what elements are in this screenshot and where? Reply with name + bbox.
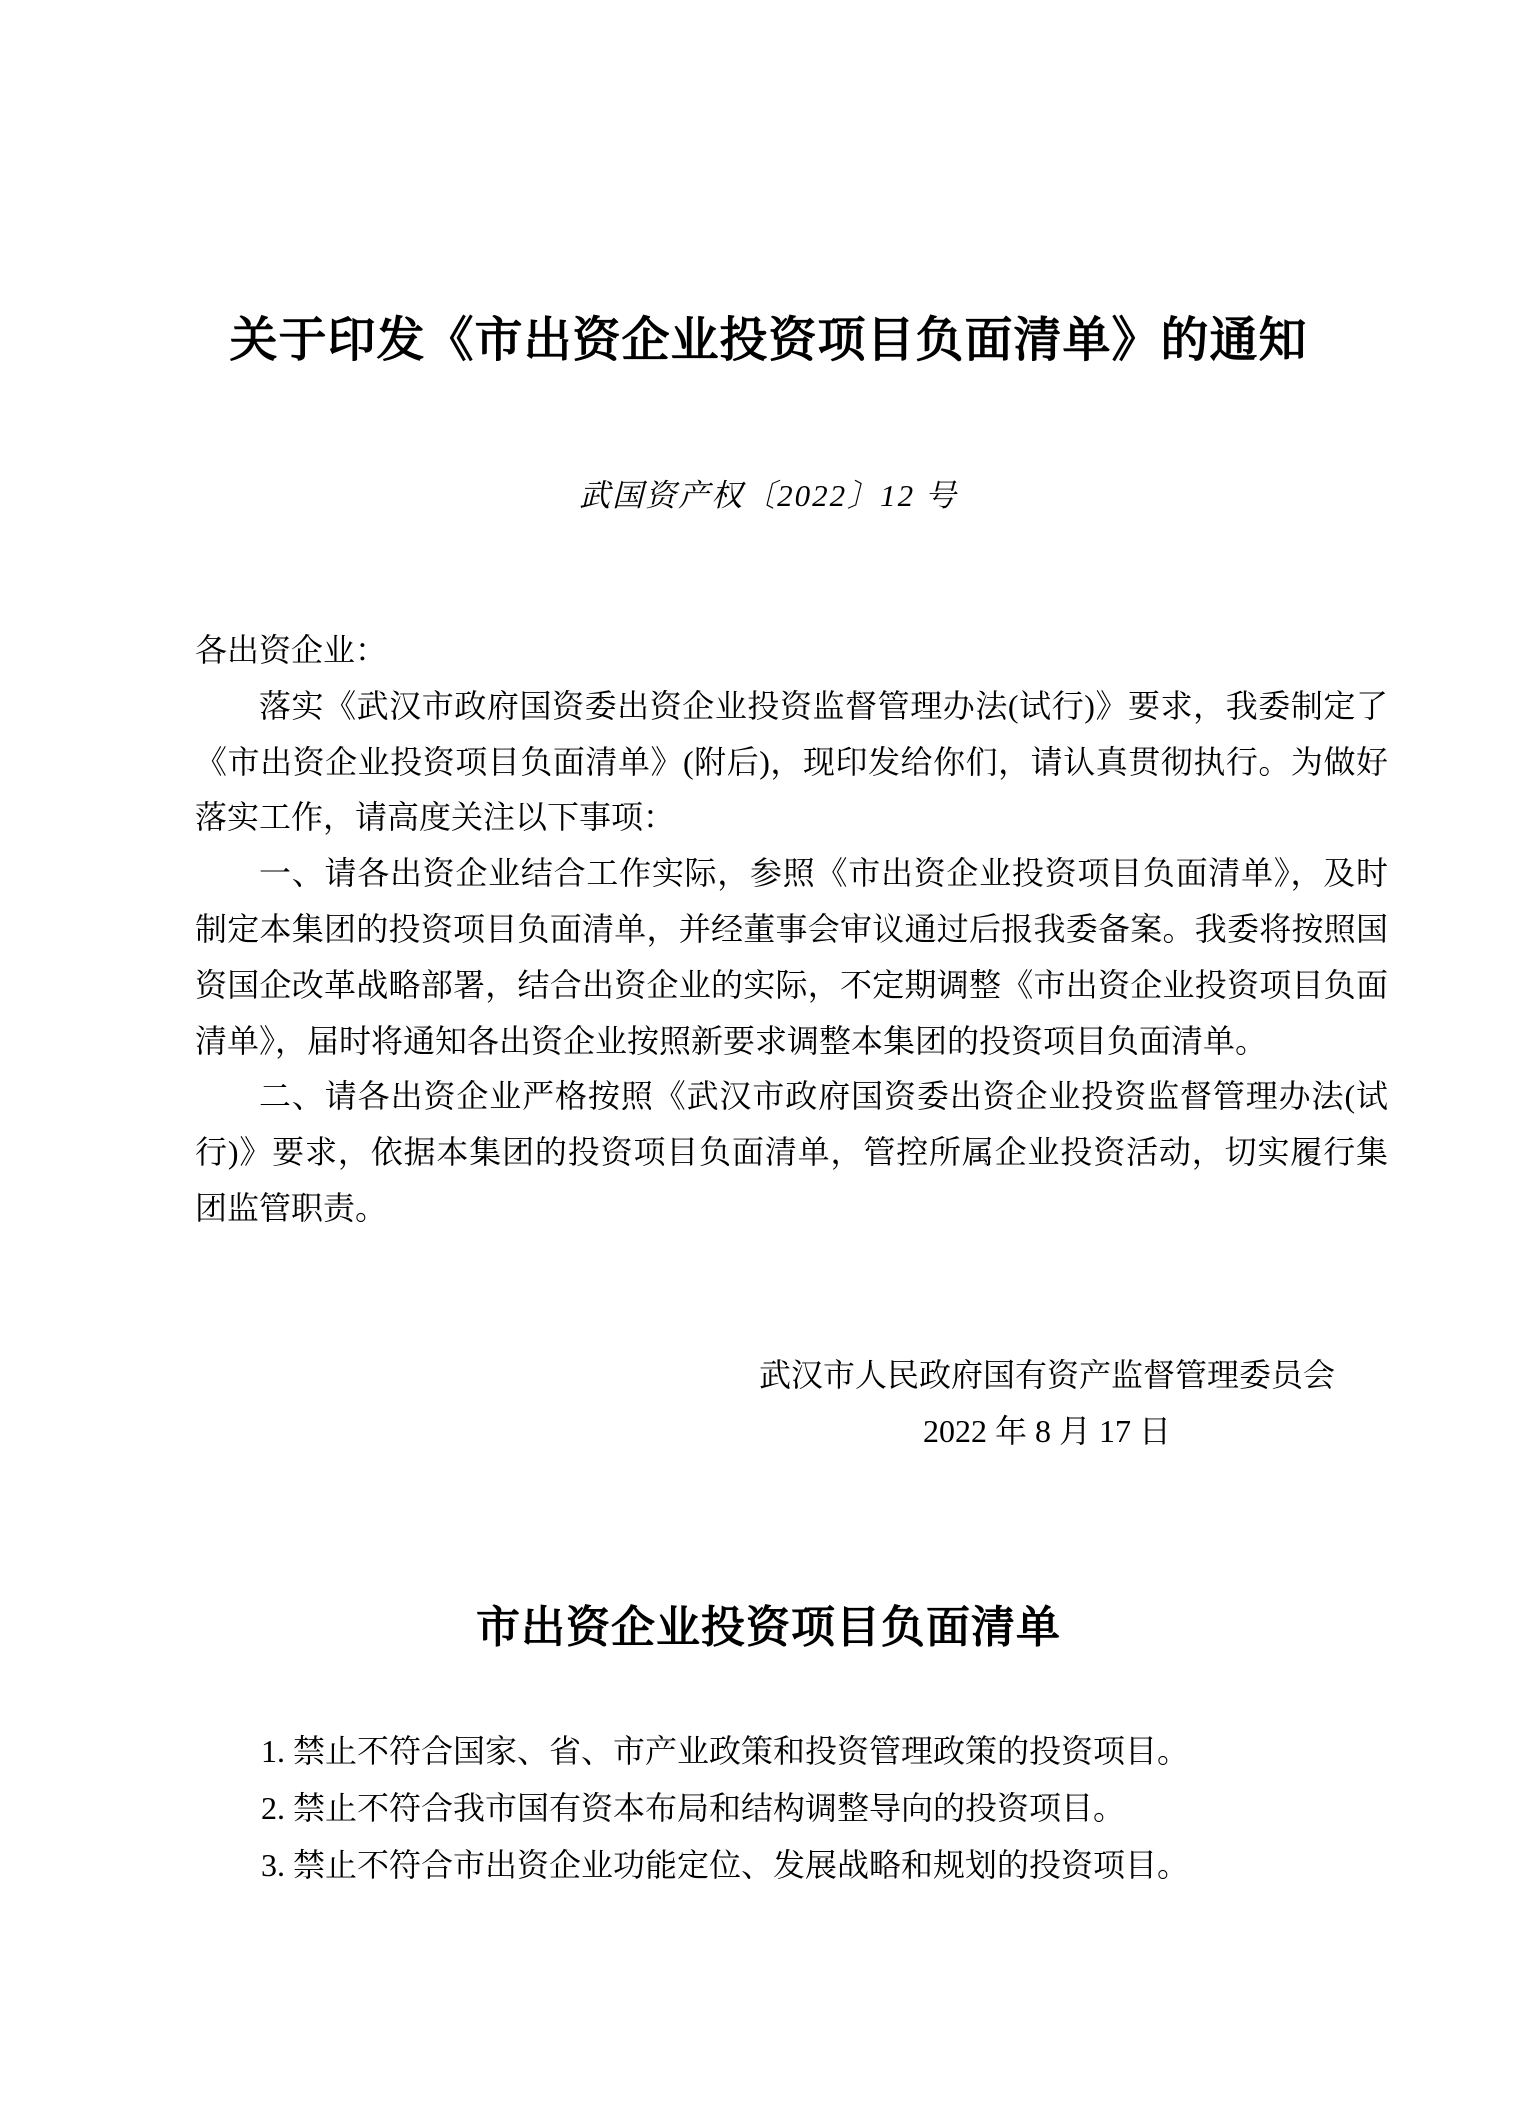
document-body: [195, 623, 1388, 1237]
list-item-1: 1. 禁止不符合国家、省、市产业政策和投资管理政策的投资项目。: [261, 1733, 1190, 1769]
paragraph-1: 落实《武汉市政府国资委出资企业投资监督管理办法(试行)》要求，我委制定了《市出资企业投资项目负面清单》(附后)，现印发给你们，请认真贯彻执行。为做好落实工作，请高度关注以下事项：: [195, 687, 1388, 836]
document-number: 武国资产权〔2022〕12 号: [579, 478, 958, 513]
document-title: 关于印发《市出资企业投资项目负面清单》的通知: [229, 314, 1308, 367]
list-item-2: 2. 禁止不符合我市国有资本布局和结构调整导向的投资项目。: [261, 1790, 1126, 1826]
list-item-3: 3. 禁止不符合市出资企业功能定位、发展战略和规划的投资项目。: [261, 1847, 1190, 1883]
attachment-list: [195, 1723, 1388, 1894]
salutation: 各出资企业：: [195, 632, 388, 668]
signature-org: 武汉市人民政府国有资产监督管理委员会: [758, 1357, 1335, 1393]
signature-block: [707, 1347, 1387, 1459]
attachment-title: 市出资企业投资项目负面清单: [476, 1603, 1061, 1652]
signature-date: 2022 年 8 月 17 日: [922, 1413, 1171, 1449]
paragraph-3: 二、请各出资企业严格按照《武汉市政府国资委出资企业投资监督管理办法(试行)》要求，依据本集团的投资项目负面清单，管控所属企业投资活动，切实履行集团监管职责。: [195, 1078, 1388, 1226]
paragraph-2: 一、请各出资企业结合工作实际，参照《市出资企业投资项目负面清单》，及时制定本集团的投资项目负面清单，并经董事会审议通过后报我委备案。我委将按照国资国企改革战略部署，结合出资企业的实际，不定期调整《市出资企业投资项目负面清单》，届时将通知各出资企业按照新要求调整本集团的投资项目负面清单。: [195, 855, 1388, 1059]
